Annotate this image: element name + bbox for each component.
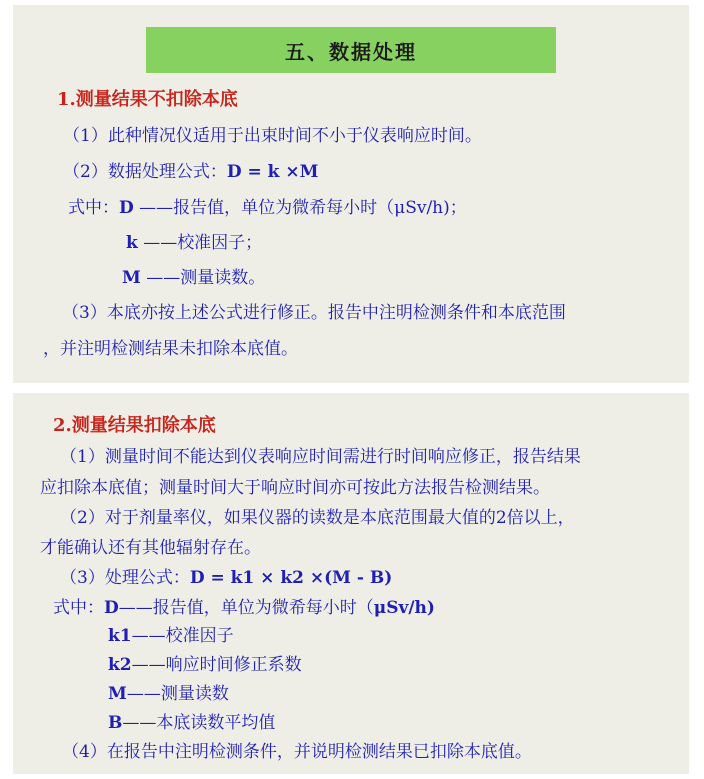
part2-line-4: 才能确认还有其他辐射存在。 xyxy=(40,538,261,558)
part1-line-5 xyxy=(122,268,265,288)
section-title-banner xyxy=(146,27,556,73)
symbol-m-desc: ——测量读数 xyxy=(126,684,229,704)
part1-line-7: ，并注明检测结果未扣除本底值。 xyxy=(43,339,298,359)
symbol-k1-desc: ——校准因子 xyxy=(131,626,234,646)
where-label: 式中： xyxy=(68,198,119,218)
symbol-b: B xyxy=(108,713,123,733)
symbol-m: M xyxy=(122,268,141,288)
part2-line-8 xyxy=(108,655,302,675)
symbol-k2-desc: ——响应时间修正系数 xyxy=(131,655,302,675)
symbol-d: D xyxy=(104,598,119,618)
part2-line-5 xyxy=(60,568,392,588)
symbol-m-desc: ——测量读数。 xyxy=(146,268,266,288)
part2-line-11: （4）在报告中注明检测条件，并说明检测结果已扣除本底值。 xyxy=(62,742,532,762)
where-label: 式中： xyxy=(53,598,104,618)
formula: D = k ×M xyxy=(226,162,319,182)
formula-label: （2）数据处理公式： xyxy=(63,162,227,182)
symbol-d-desc: ——报告值，单位为微希每小时（ xyxy=(118,598,374,618)
part2-line-7 xyxy=(108,626,234,646)
symbol-m: M xyxy=(108,684,127,704)
part2-line-10 xyxy=(108,713,275,733)
part1-heading: 1.测量结果不扣除本底 xyxy=(57,89,238,110)
symbol-d: D xyxy=(119,198,134,218)
part2-line-1: （1）测量时间不能达到仪表响应时间需进行时间响应修正，报告结果 xyxy=(60,447,581,467)
symbol-k-desc: ——校准因子； xyxy=(143,233,263,253)
part2-line-9 xyxy=(108,684,229,704)
symbol-b-desc: ——本底读数平均值 xyxy=(122,713,276,733)
part2-line-3: （2）对于剂量率仪，如果仪器的读数是本底范围最大值的2倍以上， xyxy=(60,508,575,528)
formula-label: （3）处理公式： xyxy=(60,568,190,588)
symbol-d-desc: ——报告值，单位为微希每小时（μSv/h)； xyxy=(139,198,467,218)
part1-line-3 xyxy=(68,198,467,218)
part1-line-1: （1）此种情况仪适用于出束时间不小于仪表响应时间。 xyxy=(63,126,482,146)
section-title: 五、数据处理 xyxy=(285,39,417,64)
part1-line-2 xyxy=(63,162,318,182)
part1-line-6: （3）本底亦按上述公式进行修正。报告中注明检测条件和本底范围 xyxy=(62,303,566,323)
part2-heading: 2.测量结果扣除本底 xyxy=(53,415,216,436)
symbol-k2: k2 xyxy=(108,655,132,675)
symbol-k: k xyxy=(126,233,138,253)
symbol-k1: k1 xyxy=(108,626,132,646)
unit: μSv/h) xyxy=(373,598,435,618)
formula: D = k1 × k2 ×(M - B) xyxy=(189,568,393,588)
part1-line-4 xyxy=(126,233,262,253)
part2-line-2: 应扣除本底值；测量时间大于响应时间亦可按此方法报告检测结果。 xyxy=(40,478,550,498)
part2-line-6 xyxy=(53,598,435,618)
